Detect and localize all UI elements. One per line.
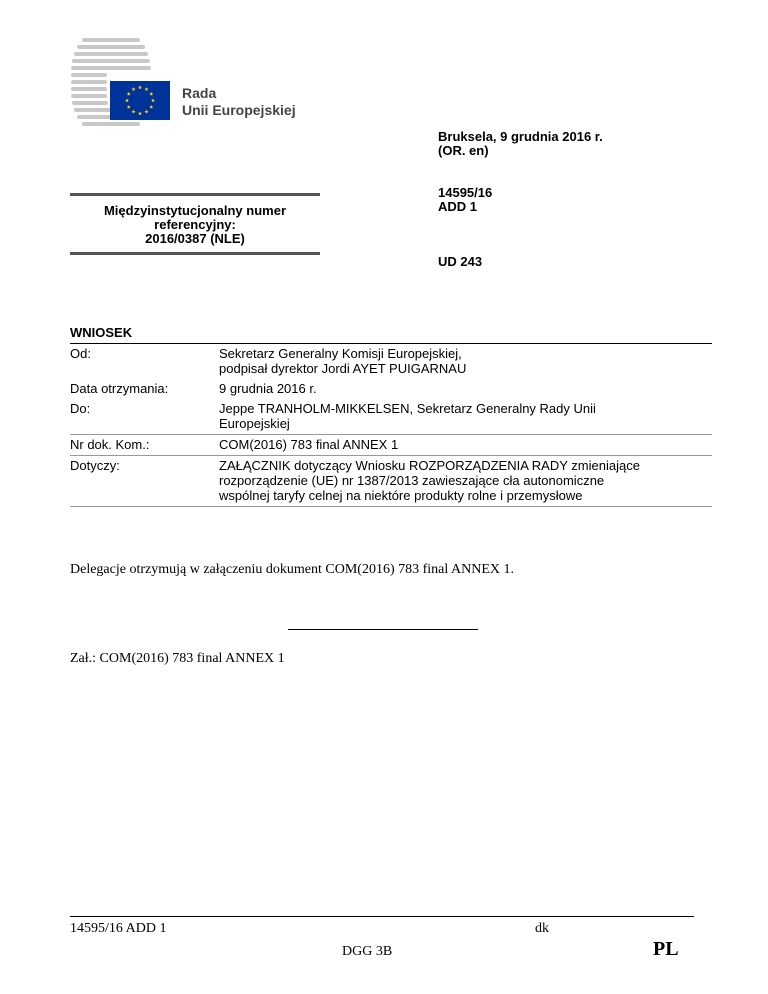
reference-number: 2016/0387 (NLE) (145, 231, 245, 246)
row-label: Dotyczy: (70, 456, 219, 507)
ud-number: UD 243 (438, 254, 483, 269)
org-name-line1: Rada (182, 85, 217, 101)
value-line: 9 grudnia 2016 r. (219, 381, 317, 396)
value-line: podpisał dyrektor Jordi AYET PUIGARNAU (219, 361, 467, 376)
row-value (219, 399, 712, 435)
row-label: Do: (70, 399, 219, 435)
row-value (219, 344, 712, 380)
footer-department: DGG 3B (342, 944, 393, 959)
row-value (219, 379, 712, 399)
original-language: (OR. en) (438, 143, 489, 158)
footer-language: PL (653, 938, 679, 960)
attachment-note: Zał.: COM(2016) 783 final ANNEX 1 (70, 651, 285, 666)
council-logo (70, 36, 320, 128)
divider (288, 629, 478, 630)
row-label: Nr dok. Kom.: (70, 435, 219, 456)
org-name-line2: Unii Europejskiej (182, 102, 296, 118)
footer-divider (70, 916, 694, 917)
table-row (70, 456, 712, 507)
reference-label-line1: Międzyinstytucjonalny numer (103, 203, 287, 218)
row-value (219, 435, 712, 456)
place-date: Bruksela, 9 grudnia 2016 r. (438, 129, 603, 144)
table-row (70, 435, 712, 456)
value-line: Jeppe TRANHOLM-MIKKELSEN, Sekretarz Generalny Rady Unii (219, 401, 596, 416)
footer-doc-ref: 14595/16 ADD 1 (70, 921, 167, 936)
table-row (70, 379, 712, 399)
value-line: COM(2016) 783 final ANNEX 1 (219, 437, 399, 452)
doc-number: 14595/16 (438, 185, 493, 200)
value-line: Sekretarz Generalny Komisji Europejskiej, (219, 346, 462, 361)
value-line: wspólnej taryfy celnej na niektóre produkty rolne i przemysłowe (219, 488, 583, 503)
body-text: Delegacje otrzymują w załączeniu dokument COM(2016) 783 final ANNEX 1. (70, 562, 514, 577)
interinstitutional-reference (70, 193, 320, 255)
value-line: rozporządzenie (UE) nr 1387/2013 zawieszające cła autonomiczne (219, 473, 605, 488)
addendum: ADD 1 (438, 199, 478, 214)
value-line: ZAŁĄCZNIK dotyczący Wniosku ROZPORZĄDZENIA RADY zmieniające (219, 458, 640, 473)
table-row (70, 344, 712, 380)
value-line: Europejskiej (219, 416, 290, 431)
row-label: Data otrzymania: (70, 381, 169, 396)
row-value (219, 456, 712, 507)
row-label: Od: (70, 346, 91, 361)
footer-initials: dk (535, 921, 549, 936)
request-title: WNIOSEK (70, 325, 133, 340)
request-table (70, 343, 712, 507)
reference-label-line2: referencyjny: (154, 217, 236, 232)
eu-flag-icon (110, 81, 170, 120)
table-row (70, 399, 712, 435)
